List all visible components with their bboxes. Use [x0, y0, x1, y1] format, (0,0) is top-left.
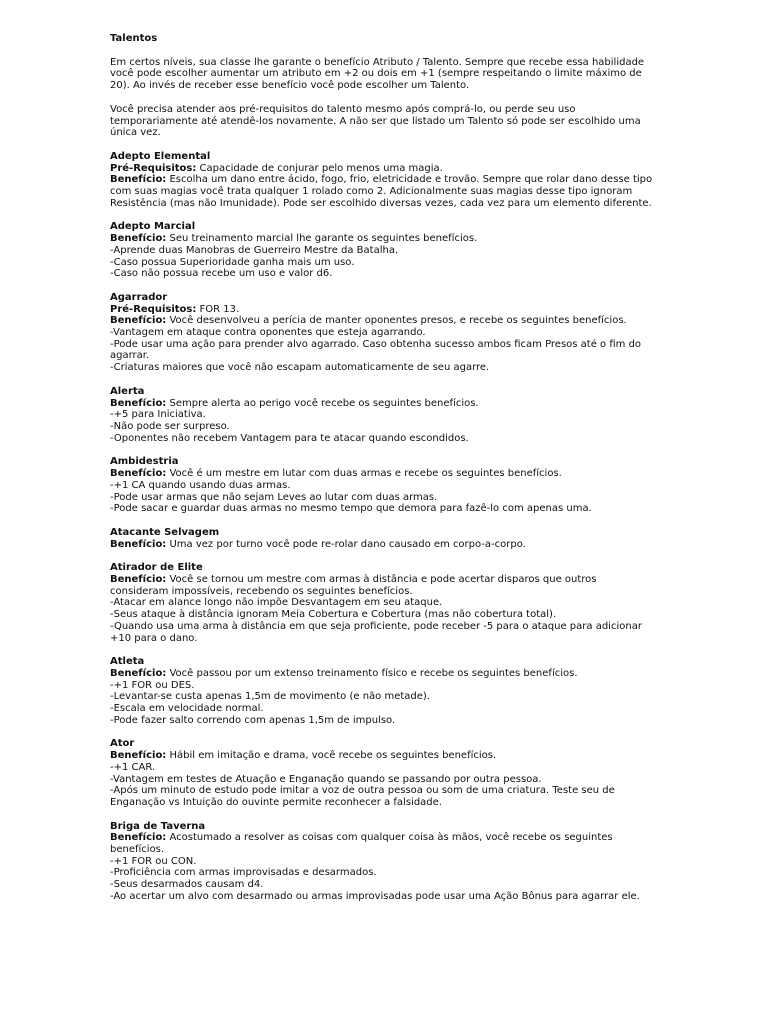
talent-line-text: Escolha um dano entre ácido, fogo, frio, eletricidade e trovão. Sempre que rolar dano desse tipo com suas magias você trata qualquer 1 rolado como 2. Adicionalmente suas magias desse tipo ignoram Resistência (mas não Imunidade). Pode ser escolhido diversas vezes, cada vez para um elemento diferente.	[110, 174, 653, 209]
talent-line	[110, 785, 658, 808]
talent-name: Adepto Marcial	[110, 221, 196, 233]
intro-paragraph: Em certos níveis, sua classe lhe garante o benefício Atributo / Talento. Sempre que recebe essa habilidade você pode escolher aumentar um atributo em +2 ou dois em +1 (sempre respeitando o limite máximo de 20). Ao invés de receber esse benefício você pode escolher um Talento.	[110, 56, 645, 92]
talent-name: Adepto Elemental	[110, 150, 211, 162]
talent-name: Alerta	[110, 385, 145, 397]
talent-name: Ator	[110, 738, 135, 750]
talent-line	[110, 398, 658, 410]
talent-line-text: -Proficiência com armas improvisadas e desarmados.	[110, 867, 377, 879]
talent-line	[110, 339, 658, 362]
talent-line-label: Benefício:	[110, 233, 167, 245]
talent-line	[110, 703, 658, 715]
talent-entry	[110, 386, 658, 445]
talent-name: Atacante Selvagem	[110, 526, 220, 538]
talent-line-label: Benefício:	[110, 538, 167, 550]
talent-line-text: -+1 CAR.	[110, 761, 156, 773]
talent-line-text: FOR 13.	[196, 303, 240, 315]
talent-line-text: Sempre alerta ao perigo você recebe os seguintes benefícios.	[166, 397, 479, 409]
talent-line	[110, 174, 658, 209]
talent-line-text: -Ao acertar um alvo com desarmado ou armas improvisadas pode usar uma Ação Bônus para agarrar ele.	[110, 890, 640, 902]
talent-line-label: Benefício:	[110, 468, 167, 480]
talent-line	[110, 774, 658, 786]
talent-line-text: -Escala em velocidade normal.	[110, 703, 264, 715]
talent-line	[110, 480, 658, 492]
talent-line-text: Você se tornou um mestre com armas à distância e pode acertar disparos que outros consideram impossíveis, recebendo os seguintes benefícios.	[110, 574, 597, 597]
talent-line-text: -+1 FOR ou DES.	[110, 679, 195, 691]
talent-name: Atirador de Elite	[110, 562, 203, 574]
talent-line-text: Hábil em imitação e drama, você recebe os seguintes benefícios.	[166, 750, 497, 762]
talent-line-text: -Vantagem em testes de Atuação e Enganação quando se passando por outra pessoa.	[110, 773, 542, 785]
talent-line	[110, 304, 658, 316]
document-body	[110, 33, 658, 915]
talent-line-text: -Pode sacar e guardar duas armas no mesmo tempo que demora para fazê-lo com apenas uma.	[110, 503, 592, 515]
talent-line	[110, 468, 658, 480]
talents-list	[110, 151, 658, 903]
talent-line-label: Benefício:	[110, 750, 167, 762]
talent-line-text: Você passou por um extenso treinamento físico e recebe os seguintes benefícios.	[166, 667, 578, 679]
talent-entry	[110, 151, 658, 210]
talent-entry	[110, 221, 658, 280]
talent-line-text: -+1 FOR ou CON.	[110, 855, 197, 867]
talent-line	[110, 867, 658, 879]
talent-line-text: -Pode usar armas que não sejam Leves ao lutar com duas armas.	[110, 491, 438, 503]
intro-paragraph: Você precisa atender aos pré-requisitos do talento mesmo após comprá-lo, ou perde seu uso temporariamente até atendê-los novamente. A não ser que listado um Talento só pode ser escolhido uma única vez.	[110, 103, 641, 139]
talent-entry	[110, 821, 658, 903]
talent-line-text: -Caso possua Superioridade ganha mais um uso.	[110, 256, 355, 268]
talent-line-text: -Criaturas maiores que você não escapam automaticamente de seu agarre.	[110, 362, 490, 374]
talent-line	[110, 539, 658, 551]
talent-line-text: -Caso não possua recebe um uso e valor d6.	[110, 268, 333, 280]
talent-line-text: -+5 para Iniciativa.	[110, 409, 206, 421]
talent-line	[110, 409, 658, 421]
talent-line-label: Benefício:	[110, 832, 167, 844]
talent-line	[110, 327, 658, 339]
talent-line	[110, 879, 658, 891]
talent-line	[110, 856, 658, 868]
talent-line	[110, 750, 658, 762]
talent-line	[110, 503, 658, 515]
talent-name: Agarrador	[110, 291, 168, 303]
talent-line	[110, 163, 658, 175]
talent-line	[110, 691, 658, 703]
talent-line-label: Benefício:	[110, 397, 167, 409]
talent-line-text: -Não pode ser surpreso.	[110, 420, 230, 432]
talent-line	[110, 762, 658, 774]
talent-line	[110, 574, 658, 597]
talent-entry	[110, 456, 658, 515]
talent-entry	[110, 292, 658, 374]
talent-line-text: -Quando usa uma arma à distância em que seja proficiente, pode receber -5 para o ataque para adicionar +10 para o dano.	[110, 620, 642, 644]
talent-line	[110, 433, 658, 445]
talent-line	[110, 832, 658, 855]
talent-line	[110, 609, 658, 621]
talent-line-text: Acostumado a resolver as coisas com qualquer coisa às mãos, você recebe os seguintes benefícios.	[110, 832, 613, 856]
talent-entry	[110, 656, 658, 726]
talent-line-text: -Seus ataque à distância ignoram Meia Cobertura e Cobertura (mas não cobertura total).	[110, 609, 557, 621]
talent-line-text: -+1 CA quando usando duas armas.	[110, 479, 291, 491]
talent-line	[110, 245, 658, 257]
talent-line-text: Você desenvolveu a perícia de manter oponentes presos, e recebe os seguintes benefícios.	[166, 315, 627, 327]
talent-line	[110, 715, 658, 727]
talent-line-label: Benefício:	[110, 574, 167, 586]
talent-line-text: Seu treinamento marcial lhe garante os seguintes benefícios.	[166, 233, 478, 245]
talent-line-text: -Pode usar uma ação para prender alvo agarrado. Caso obtenha sucesso ambos ficam Presos até o fim do agarrar.	[110, 338, 642, 362]
talent-entry	[110, 738, 658, 808]
talent-line-label: Benefício:	[110, 174, 167, 186]
talent-line	[110, 257, 658, 269]
talent-line-label: Benefício:	[110, 315, 167, 327]
talent-line-text: Você é um mestre em lutar com duas armas e recebe os seguintes benefícios.	[166, 468, 562, 480]
talent-line	[110, 492, 658, 504]
talent-name: Ambidestria	[110, 456, 179, 468]
document-title: Talentos	[110, 33, 158, 44]
talent-entry	[110, 562, 658, 644]
talent-name: Atleta	[110, 656, 145, 668]
talent-line-text: -Pode fazer salto correndo com apenas 1,5m de impulso.	[110, 714, 396, 726]
talent-line	[110, 621, 658, 644]
talent-line-text: Uma vez por turno você pode re-rolar dano causado em corpo-a-corpo.	[166, 538, 526, 550]
talent-line	[110, 233, 658, 245]
talent-entry	[110, 527, 658, 550]
talent-line	[110, 315, 658, 327]
talent-name: Briga de Taverna	[110, 820, 206, 832]
talent-line	[110, 891, 658, 903]
talent-line-text: -Vantagem em ataque contra oponentes que esteja agarrando.	[110, 327, 426, 339]
talent-line-text: -Aprende duas Manobras de Guerreiro Mestre da Batalha.	[110, 244, 399, 256]
talent-line-text: Capacidade de conjurar pelo menos uma magia.	[196, 162, 443, 174]
talent-line-text: -Oponentes não recebem Vantagem para te atacar quando escondidos.	[110, 432, 469, 444]
talent-line	[110, 680, 658, 692]
talent-line	[110, 268, 658, 280]
talent-line	[110, 668, 658, 680]
talent-line-label: Benefício:	[110, 667, 167, 679]
talent-line-text: -Após um minuto de estudo pode imitar a voz de outra pessoa ou som de uma criatura. Teste seu de Enganação vs Intuição do ouvinte permite reconhecer a falsidade.	[110, 785, 615, 808]
talent-line-text: -Atacar em alance longo não impõe Desvantagem em seu ataque.	[110, 597, 443, 609]
intro-section	[110, 57, 658, 139]
talent-line	[110, 421, 658, 433]
talent-line-label: Pré-Requisitos:	[110, 303, 197, 315]
talent-line	[110, 597, 658, 609]
talent-line-text: -Levantar-se custa apenas 1,5m de movimento (e não metade).	[110, 691, 430, 703]
talent-line	[110, 362, 658, 374]
talent-line-text: -Seus desarmados causam d4.	[110, 879, 264, 891]
talent-line-label: Pré-Requisitos:	[110, 162, 197, 174]
